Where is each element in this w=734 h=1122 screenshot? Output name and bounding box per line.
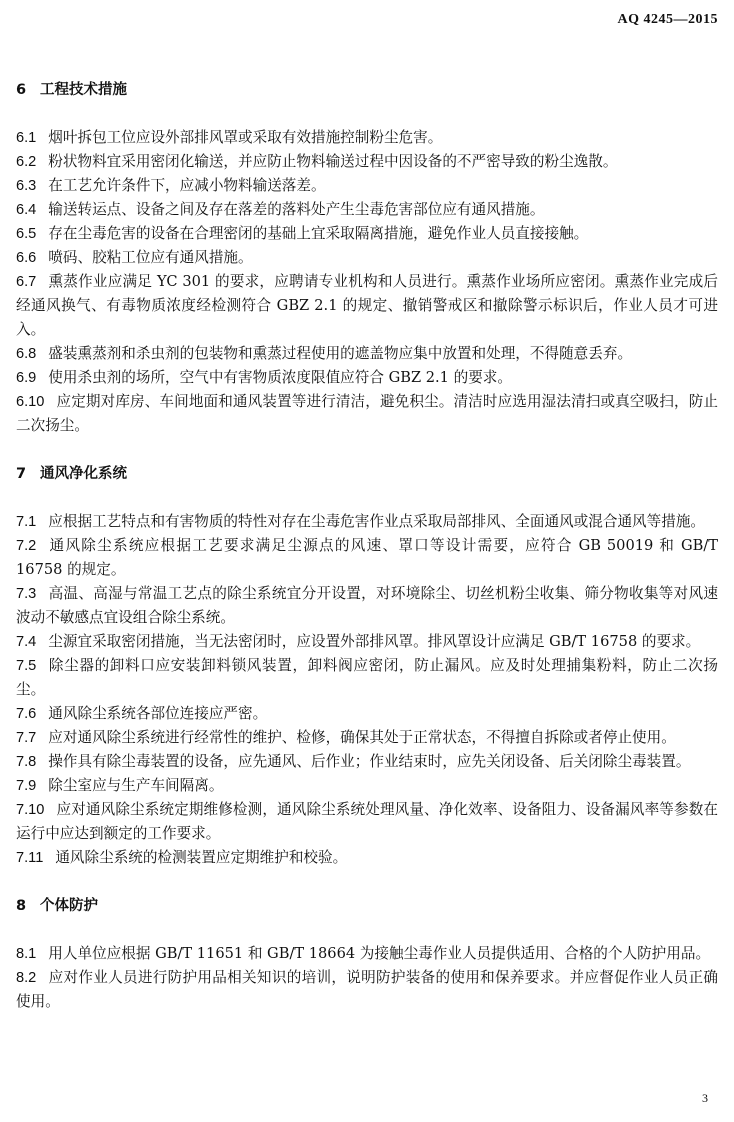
- clause-number: 7.8: [16, 754, 37, 770]
- clause-text: 应根据工艺特点和有害物质的特性对存在尘毒危害作业点采取局部排风、全面通风或混合通风等措施。: [48, 513, 706, 530]
- clause-number: 7.9: [16, 778, 37, 794]
- clause-number: 6.3: [16, 178, 37, 194]
- clause: [16, 222, 718, 246]
- clause: [16, 750, 718, 774]
- clause-text: 应定期对库房、车间地面和通风装置等进行清洁，避免积尘。清洁时应选用湿法清扫或真空吸扫，防止二次扬尘。: [16, 393, 718, 434]
- clause-number: 8.2: [16, 970, 37, 986]
- clause-number: 8.1: [16, 946, 37, 962]
- clause: [16, 942, 718, 966]
- clause: [16, 798, 718, 846]
- clause-text: 粉状物料宜采用密闭化输送，并应防止物料输送过程中因设备的不严密导致的粉尘逸散。: [48, 153, 618, 170]
- clause-text: 高温、高湿与常温工艺点的除尘系统宜分开设置，对环境除尘、切丝机粉尘收集、筛分物收集等对风速波动不敏感点宜设组合除尘系统。: [16, 585, 718, 626]
- clause-number: 7.6: [16, 706, 37, 722]
- clause: [16, 582, 718, 630]
- clause: [16, 654, 718, 702]
- clause: [16, 366, 718, 390]
- clause-number: 6.2: [16, 154, 37, 170]
- clause: [16, 630, 718, 654]
- clause-text: 通风除尘系统各部位连接应严密。: [48, 705, 268, 722]
- clause: [16, 774, 718, 798]
- document-id: AQ 4245—2015: [617, 12, 718, 27]
- clause-text: 除尘室应与生产车间隔离。: [48, 777, 224, 794]
- clause-text: 用人单位应根据 GB/T 11651 和 GB/T 18664 为接触尘毒作业人员提供适用、合格的个人防护用品。: [48, 945, 711, 962]
- section-title: 通风净化系统: [40, 466, 127, 482]
- clause: [16, 342, 718, 366]
- clause-number: 6.7: [16, 274, 37, 290]
- clause-text: 在工艺允许条件下，应减小物料输送落差。: [48, 177, 326, 194]
- clause-text: 熏蒸作业应满足 YC 301 的要求，应聘请专业机构和人员进行。熏蒸作业场所应密闭。熏蒸作业完成后经通风换气、有毒物质浓度经检测符合 GBZ 2.1 的规定、撤销警戒区和撤除警示标识后，作业人员才可进入。: [16, 273, 718, 338]
- clause-text: 喷码、胶粘工位应有通风措施。: [48, 249, 253, 266]
- clause-number: 7.1: [16, 514, 37, 530]
- section-8: [16, 894, 718, 1014]
- clause-number: 6.9: [16, 370, 37, 386]
- clause-text: 输送转运点、设备之间及存在落差的落料处产生尘毒危害部位应有通风措施。: [48, 201, 545, 218]
- section-number: 6: [16, 82, 27, 98]
- section-title: 个体防护: [40, 898, 98, 914]
- clause-text: 尘源宜采取密闭措施，当无法密闭时，应设置外部排风罩。排风罩设计应满足 GB/T 16758 的要求。: [48, 633, 701, 650]
- clause: [16, 726, 718, 750]
- page-number: 3: [702, 1091, 708, 1105]
- clause-text: 盛装熏蒸剂和杀虫剂的包装物和熏蒸过程使用的遮盖物应集中放置和处理，不得随意丢弃。: [48, 345, 633, 362]
- section-heading: [16, 894, 718, 918]
- section-7: [16, 462, 718, 870]
- clause-number: 6.1: [16, 130, 37, 146]
- clause: [16, 966, 718, 1014]
- clause-text: 除尘器的卸料口应安装卸料锁风装置，卸料阀应密闭，防止漏风。应及时处理捕集粉料，防止二次扬尘。: [16, 657, 718, 698]
- section-number: 8: [16, 898, 27, 914]
- clause-text: 通风除尘系统的检测装置应定期维护和校验。: [55, 849, 348, 866]
- clause-number: 6.10: [16, 394, 45, 410]
- clause-text: 应对通风除尘系统定期维修检测，通风除尘系统处理风量、净化效率、设备阻力、设备漏风率等参数在运行中应达到额定的工作要求。: [16, 801, 718, 842]
- section-number: 7: [16, 466, 27, 482]
- clause-text: 烟叶拆包工位应设外部排风罩或采取有效措施控制粉尘危害。: [48, 129, 443, 146]
- clause-number: 7.3: [16, 586, 37, 602]
- clause-number: 7.7: [16, 730, 37, 746]
- clause-number: 7.4: [16, 634, 37, 650]
- section-heading: [16, 462, 718, 486]
- section-6: [16, 78, 718, 438]
- clause: [16, 702, 718, 726]
- clause: [16, 126, 718, 150]
- clause: [16, 534, 718, 582]
- clause-number: 7.5: [16, 658, 37, 674]
- clause: [16, 846, 718, 870]
- section-title: 工程技术措施: [40, 82, 127, 98]
- clause: [16, 270, 718, 342]
- clause-text: 存在尘毒危害的设备在合理密闭的基础上宜采取隔离措施，避免作业人员直接接触。: [48, 225, 589, 242]
- clause-number: 6.8: [16, 346, 37, 362]
- clause: [16, 246, 718, 270]
- clause-text: 应对作业人员进行防护用品相关知识的培训，说明防护装备的使用和保养要求。并应督促作业人员正确使用。: [16, 969, 718, 1010]
- clause-number: 7.10: [16, 802, 45, 818]
- clause: [16, 198, 718, 222]
- section-heading: [16, 78, 718, 102]
- clause: [16, 390, 718, 438]
- clause-text: 通风除尘系统应根据工艺要求满足尘源点的风速、罩口等设计需要，应符合 GB 50019 和 GB/T 16758 的规定。: [16, 537, 718, 578]
- clause-number: 6.5: [16, 226, 37, 242]
- clause-number: 6.6: [16, 250, 37, 266]
- clause: [16, 510, 718, 534]
- document-body: [16, 78, 718, 1038]
- clause: [16, 174, 718, 198]
- clause-text: 使用杀虫剂的场所，空气中有害物质浓度限值应符合 GBZ 2.1 的要求。: [48, 369, 512, 386]
- clause-number: 7.11: [16, 850, 44, 866]
- clause-number: 7.2: [16, 538, 37, 554]
- clause-text: 操作具有除尘毒装置的设备，应先通风、后作业；作业结束时，应先关闭设备、后关闭除尘毒装置。: [48, 753, 691, 770]
- clause: [16, 150, 718, 174]
- clause-text: 应对通风除尘系统进行经常性的维护、检修，确保其处于正常状态，不得擅自拆除或者停止使用。: [48, 729, 676, 746]
- clause-number: 6.4: [16, 202, 37, 218]
